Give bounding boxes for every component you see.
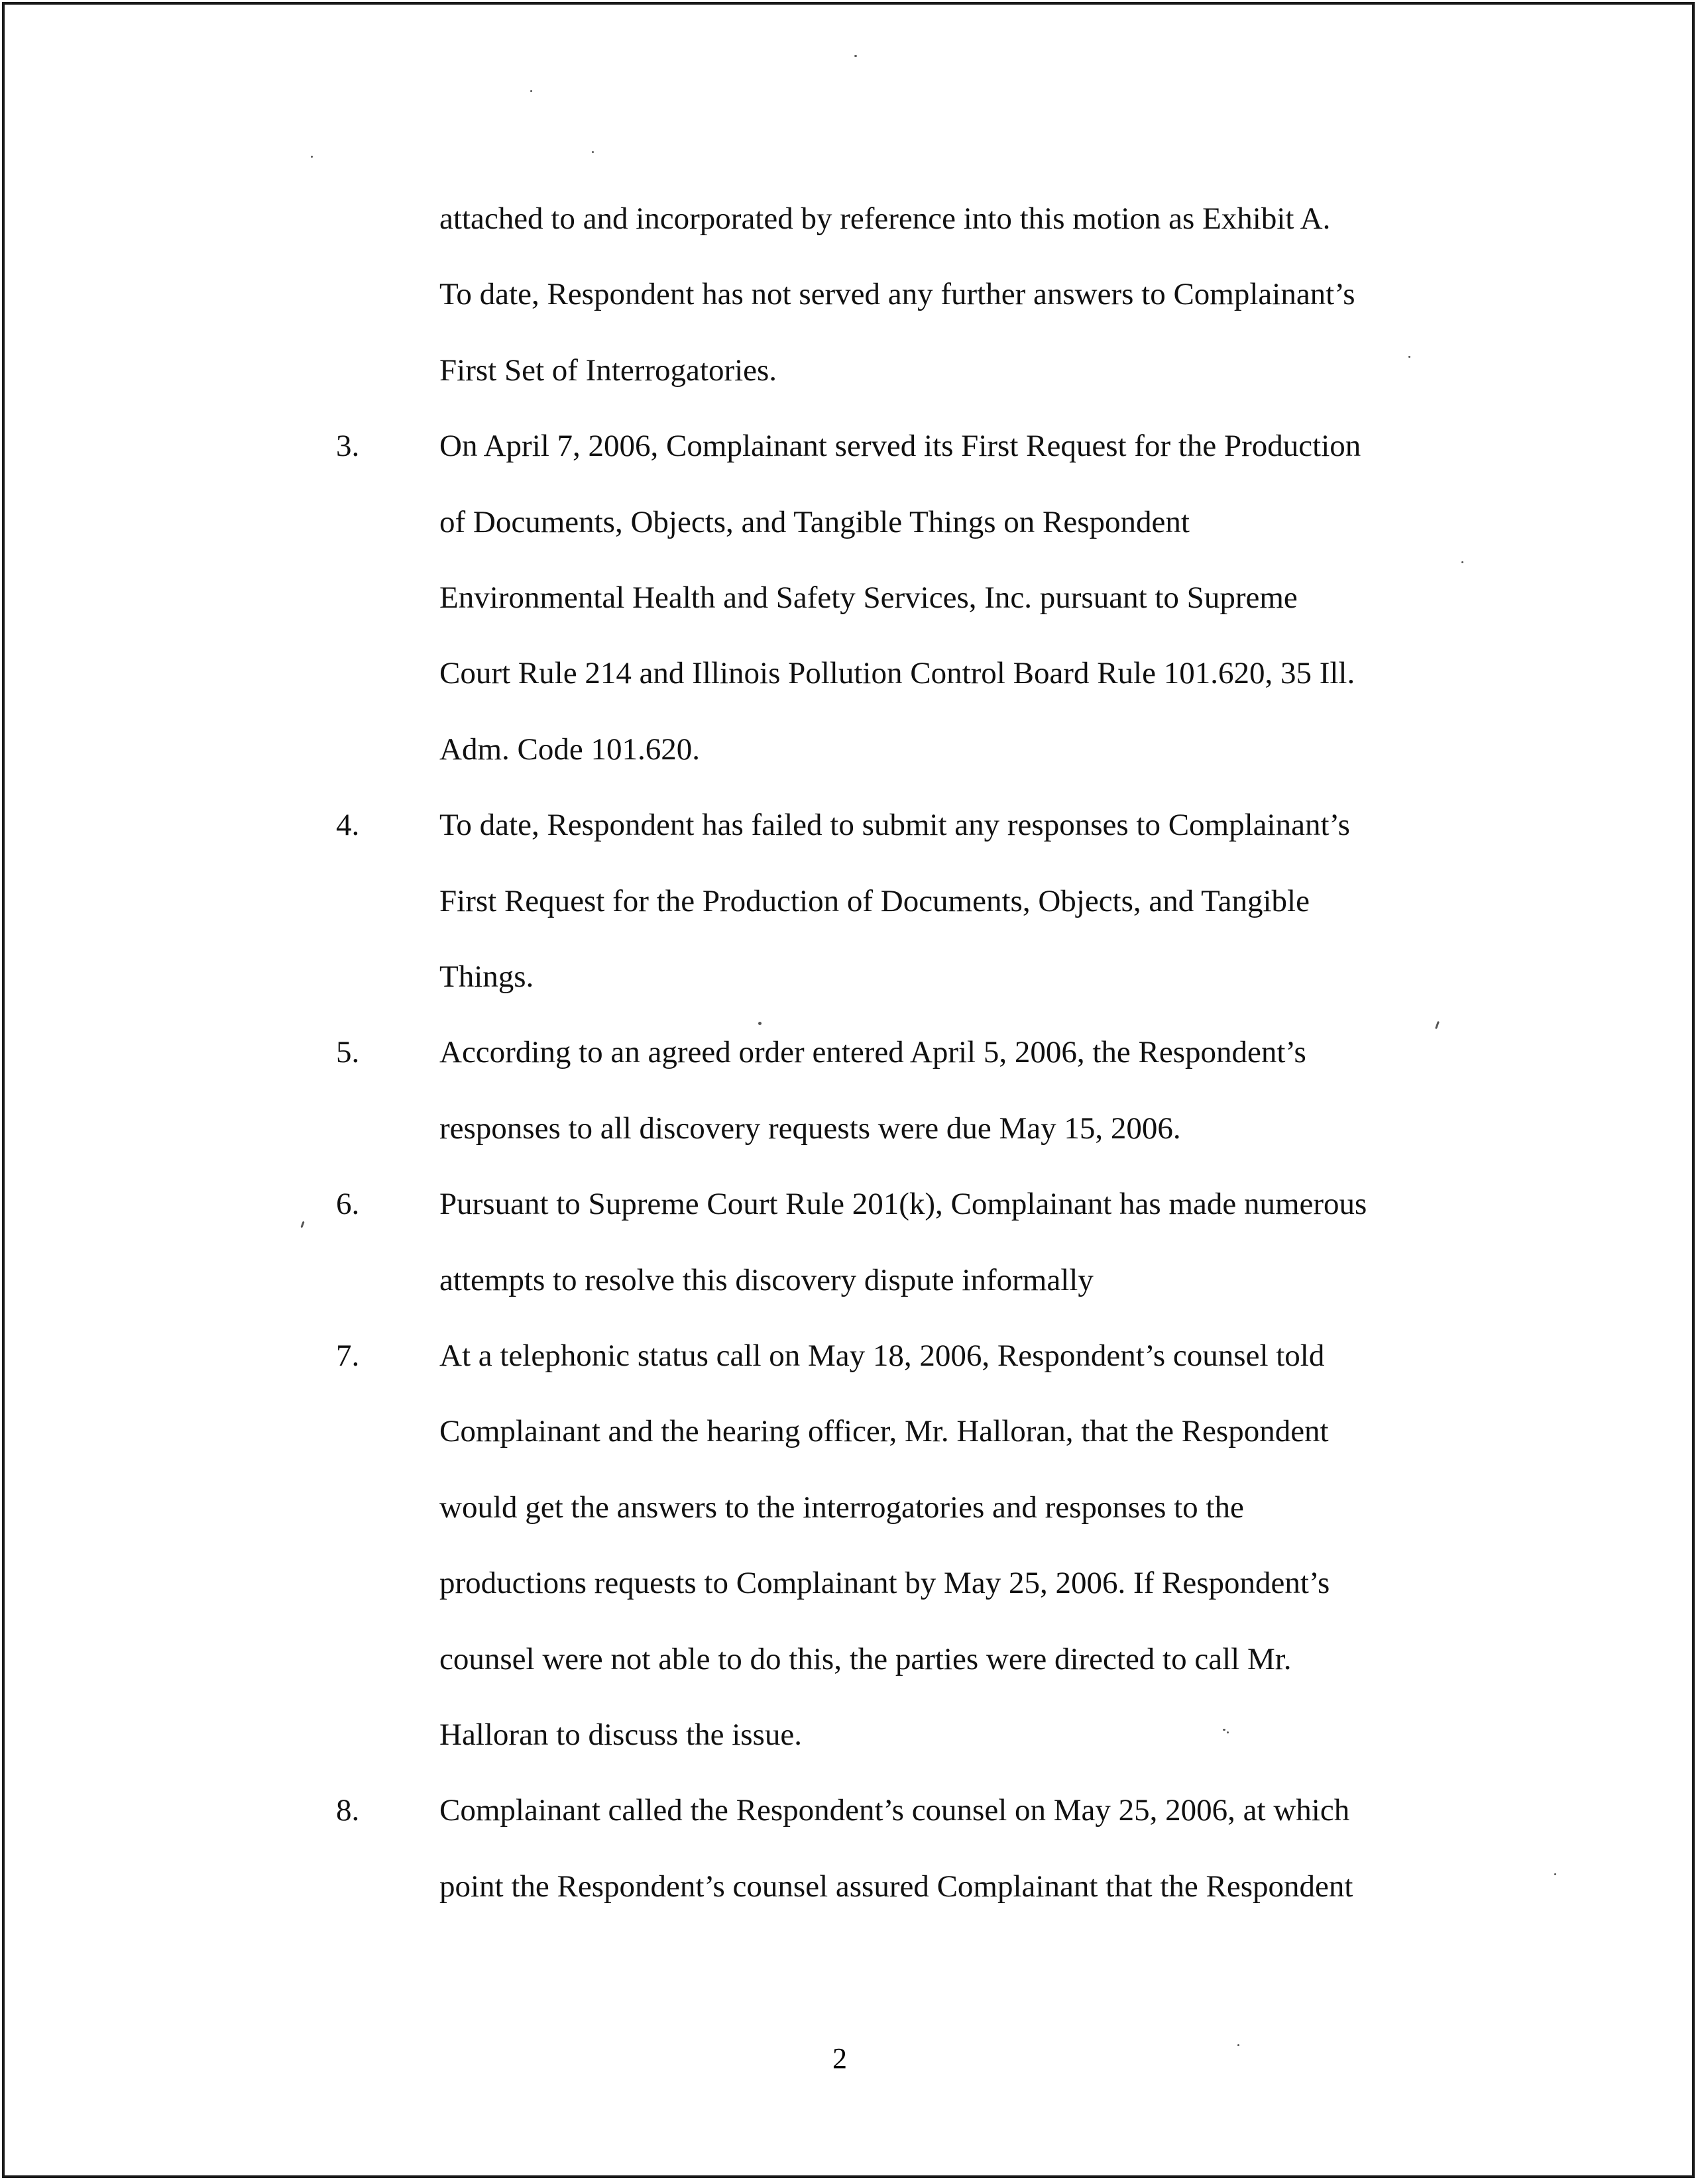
- paragraph-line: responses to all discovery requests were due May 15, 2006.: [439, 1111, 1181, 1146]
- document-page: [2, 2, 1695, 2178]
- scan-speck: [1223, 1729, 1225, 1731]
- paragraph-line: counsel were not able to do this, the parties were directed to call Mr.: [439, 1642, 1292, 1676]
- scan-speck: [1554, 1873, 1556, 1875]
- paragraph-line: Complainant and the hearing officer, Mr. Halloran, that the Respondent: [439, 1414, 1329, 1448]
- scan-speck: [854, 55, 857, 57]
- scan-speck: [1227, 1731, 1229, 1733]
- paragraph-number: 6.: [336, 1187, 360, 1221]
- scan-speck: [1461, 561, 1463, 563]
- paragraph-line: Court Rule 214 and Illinois Pollution Control Board Rule 101.620, 35 Ill.: [439, 656, 1355, 690]
- paragraph-number: 5.: [336, 1035, 360, 1069]
- paragraph-number: 7.: [336, 1338, 360, 1373]
- paragraph-line: attempts to resolve this discovery dispute informally: [439, 1263, 1094, 1297]
- paragraph-line: Environmental Health and Safety Services, Inc. pursuant to Supreme: [439, 580, 1298, 615]
- paragraph-line: First Request for the Production of Documents, Objects, and Tangible: [439, 884, 1310, 918]
- paragraph-line: would get the answers to the interrogatories and responses to the: [439, 1490, 1244, 1525]
- scan-speck: [530, 90, 532, 92]
- paragraph-line: On April 7, 2006, Complainant served its First Request for the Production: [439, 429, 1361, 463]
- scan-speck: [758, 1022, 762, 1025]
- paragraph-line: Adm. Code 101.620.: [439, 732, 700, 767]
- paragraph-number: 8.: [336, 1793, 360, 1828]
- scan-speck: [592, 151, 594, 153]
- scan-speck: [1237, 2044, 1239, 2046]
- paragraph-line: At a telephonic status call on May 18, 2006, Respondent’s counsel told: [439, 1338, 1325, 1373]
- scan-speck: [1408, 356, 1410, 358]
- paragraph-line: Pursuant to Supreme Court Rule 201(k), Complainant has made numerous: [439, 1187, 1367, 1221]
- paragraph-line: point the Respondent’s counsel assured Complainant that the Respondent: [439, 1869, 1353, 1904]
- paragraph-line: Halloran to discuss the issue.: [439, 1718, 802, 1752]
- paragraph-line: Complainant called the Respondent’s counsel on May 25, 2006, at which: [439, 1793, 1350, 1828]
- paragraph-line: of Documents, Objects, and Tangible Things on Respondent: [439, 505, 1190, 539]
- paragraph-line: First Set of Interrogatories.: [439, 353, 777, 388]
- paragraph-line: attached to and incorporated by reference into this motion as Exhibit A.: [439, 201, 1331, 236]
- paragraph-number: 4.: [336, 808, 360, 842]
- paragraph-number: 3.: [336, 429, 360, 463]
- paragraph-line: productions requests to Complainant by May 25, 2006. If Respondent’s: [439, 1566, 1330, 1600]
- page-number: 2: [832, 2042, 847, 2075]
- paragraph-line: To date, Respondent has not served any further answers to Complainant’s: [439, 277, 1355, 311]
- paragraph-line: To date, Respondent has failed to submit any responses to Complainant’s: [439, 808, 1350, 842]
- paragraph-line: According to an agreed order entered April 5, 2006, the Respondent’s: [439, 1035, 1306, 1069]
- scan-speck: [311, 156, 313, 158]
- document-body: [5, 5, 1692, 2175]
- paragraph-line: Things.: [439, 959, 534, 994]
